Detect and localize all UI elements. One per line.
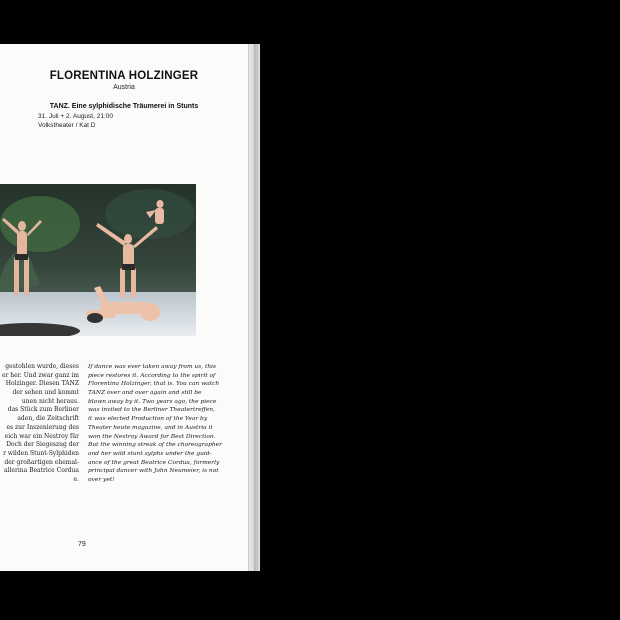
german-line: r wilden Stunt-Sylphiden: [3, 449, 79, 457]
german-line: Holzinger. Diesen TANZ: [5, 380, 79, 388]
performance-photo: [0, 184, 196, 336]
performance-venue: Volkstheater / Kat D: [38, 122, 96, 129]
english-line: ance of the great Beatrice Cordua, formerly: [88, 459, 220, 466]
german-line: der sehen und kommt: [12, 389, 79, 397]
performance-dates: 31. Juli + 2. August, 21:00: [38, 113, 113, 120]
english-line: But the winning streak of the choreographer: [88, 442, 222, 449]
german-line: es zur Inszenierung des: [6, 423, 79, 431]
english-line: Florentina Holzinger, that is. You can watch: [88, 381, 220, 388]
german-line: Doch der Siegeszug der: [6, 441, 79, 449]
magazine-page: [0, 44, 248, 571]
english-line: piece restores it. According to the spirit of: [88, 372, 216, 379]
english-line: over yet!: [88, 476, 115, 483]
english-line: If dance was ever taken away from us, this: [88, 364, 217, 370]
english-text-column: [88, 363, 238, 485]
german-line: gestohlen wurde, dieses: [5, 363, 79, 370]
german-line: das Stück zum Berliner: [7, 406, 79, 414]
german-line: e.: [73, 475, 79, 483]
english-line: Theater heute magazine, and in Austria it: [88, 424, 213, 431]
english-line: won the Nestroy Award for Best Direction.: [88, 433, 216, 440]
performance-photo-image: [0, 184, 196, 336]
artist-country: Austria: [113, 84, 135, 91]
english-line: and her wild stunt sylphs under the guid-: [88, 450, 212, 457]
german-line: eich war ein Nestroy für: [4, 432, 79, 440]
german-text-column: [0, 363, 79, 485]
english-line: principal dancer with John Neumeier, is not: [88, 468, 219, 475]
show-title: TANZ. Eine sylphidische Träumerei in Stunts: [49, 103, 199, 110]
german-line: unen nicht heraus.: [21, 397, 79, 405]
page-number: 79: [78, 541, 86, 548]
english-line: blown away by it. Two years ago, the piece: [88, 398, 217, 405]
english-line: it was elected Production of the Year by: [88, 416, 208, 423]
english-line: TANZ over and over again and still be: [88, 390, 202, 397]
artist-name: FLORENTINA HOLZINGER: [49, 70, 199, 82]
page-edge-stack: [248, 44, 260, 571]
german-line: aden, die Zeitschrift: [17, 415, 79, 423]
german-line: der großartigen ehemal-: [4, 458, 79, 466]
german-line: allerina Beatrice Cordua: [3, 467, 79, 475]
english-line: was invited to the Berliner Theatertreffen,: [88, 407, 215, 414]
german-line: er her. Und zwar ganz im: [1, 371, 79, 379]
